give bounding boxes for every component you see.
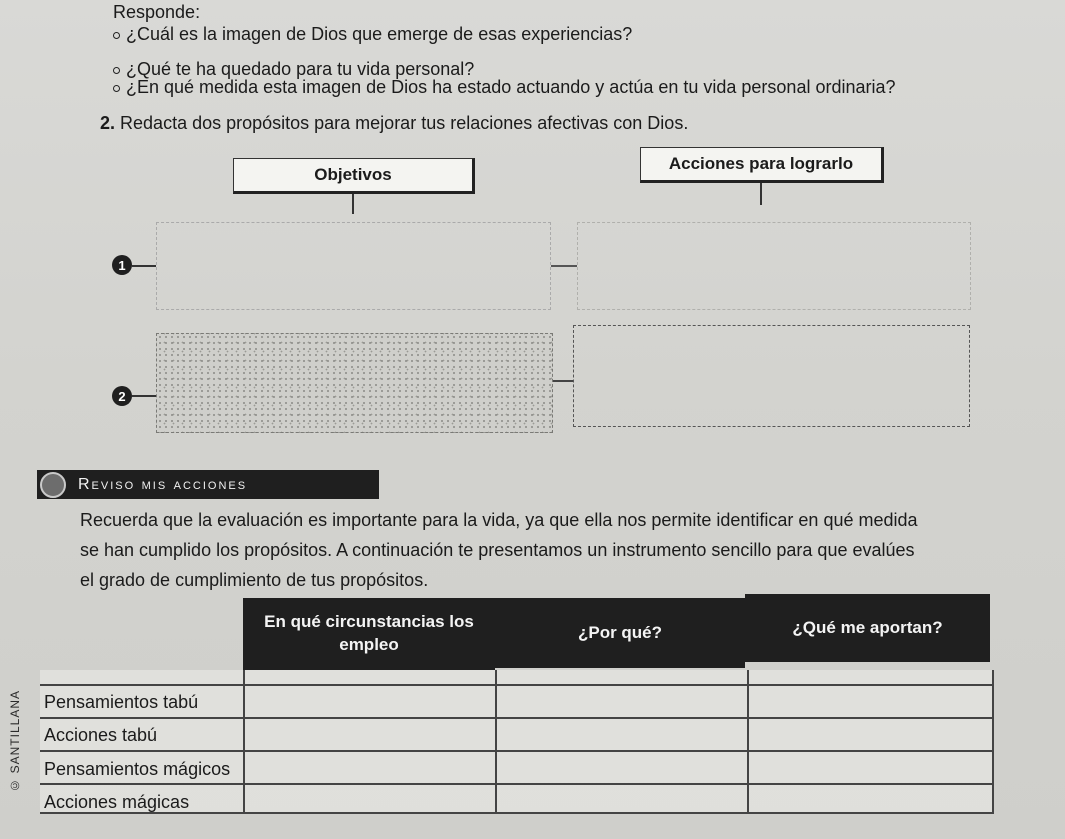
action-1-box[interactable]	[577, 222, 971, 310]
paragraph-line-1: Recuerda que la evaluación es importante para la vida, ya que ella nos permite identificar en qué medida	[80, 510, 918, 530]
question-3	[113, 77, 896, 98]
table-header-why	[495, 598, 745, 668]
question-1	[113, 24, 632, 45]
table-col-line-1	[243, 670, 245, 812]
row-label-acciones-tabu: Acciones tabú	[44, 725, 158, 745]
marker-2-label: 2	[118, 388, 126, 404]
paragraph-line-2: se han cumplido los propósitos. A continuación te presentamos un instrumento sencillo para que evalúes	[80, 540, 915, 560]
question-text: ¿Qué te ha quedado para tu vida personal?	[126, 59, 475, 79]
connector-1	[551, 265, 577, 267]
header-contribution-label: ¿Qué me aportan?	[792, 617, 943, 637]
row-label-pensamientos-magicos: Pensamientos mágicos	[44, 759, 231, 779]
section-banner	[37, 470, 379, 499]
question-text: ¿En qué medida esta imagen de Dios ha estado actuando y actúa en tu vida personal ordinaria?	[126, 77, 896, 97]
table-header-circumstances	[243, 598, 495, 670]
table-col-line-3	[747, 670, 749, 812]
table-col-line-2	[495, 670, 497, 812]
objective-1-box[interactable]	[156, 222, 551, 310]
connector-2	[553, 380, 573, 382]
table-line-row-1	[40, 717, 994, 719]
header-why-label: ¿Por qué?	[577, 622, 663, 642]
bullet-icon	[113, 85, 120, 92]
marker-2	[112, 386, 132, 406]
objetivos-stem	[352, 194, 354, 214]
bullet-icon	[113, 32, 120, 39]
paragraph-line-3: el grado de cumplimiento de tus propósitos.	[80, 570, 429, 590]
table-col-line-4	[992, 670, 994, 812]
row-label-acciones-magicas: Acciones mágicas	[44, 792, 190, 812]
question-text: ¿Cuál es la imagen de Dios que emerge de esas experiencias?	[126, 24, 633, 44]
marker-1-label: 1	[118, 257, 126, 273]
objetivos-label: Objetivos	[314, 165, 392, 184]
item-text: Redacta dos propósitos para mejorar tus relaciones afectivas con Dios.	[120, 113, 689, 133]
acciones-label: Acciones para lograrlo	[668, 154, 854, 173]
marker-2-line	[132, 395, 156, 397]
action-2-box[interactable]	[573, 325, 970, 427]
marker-1	[112, 255, 132, 275]
acciones-header	[640, 147, 884, 183]
item-number: 2.	[100, 113, 116, 133]
section-title: Reviso mis acciones	[78, 475, 248, 493]
objetivos-header	[233, 158, 475, 194]
marker-1-line	[132, 265, 156, 267]
bullet-icon	[113, 67, 120, 74]
publisher-mark: © SANTILLANA	[8, 690, 22, 793]
section-icon	[40, 472, 66, 498]
acciones-stem	[760, 183, 762, 205]
table-header-contribution	[745, 594, 990, 662]
table-line-top	[40, 684, 994, 686]
row-label-pensamientos-tabu: Pensamientos tabú	[44, 692, 199, 712]
table-line-row-3	[40, 783, 994, 785]
objective-2-box[interactable]	[156, 333, 553, 433]
header-circumstances-label: En qué circunstancias los empleo	[264, 612, 474, 654]
responde-heading: Responde:	[113, 2, 201, 22]
item-2	[100, 113, 688, 134]
table-line-row-2	[40, 750, 994, 752]
